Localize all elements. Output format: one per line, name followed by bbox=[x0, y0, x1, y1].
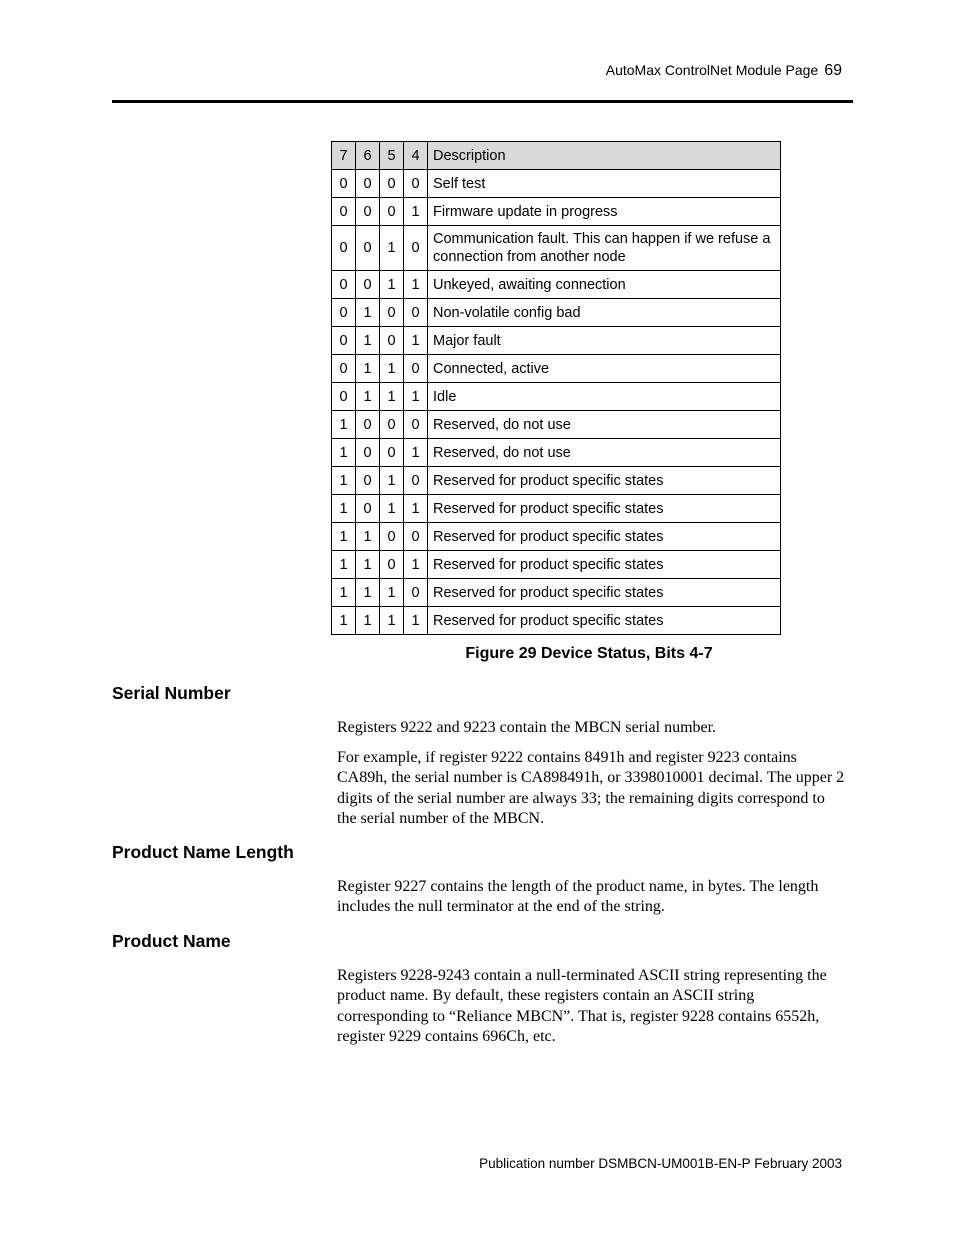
bit-4-cell: 1 bbox=[404, 607, 428, 635]
bit-4-cell: 0 bbox=[404, 411, 428, 439]
bit-6-cell: 0 bbox=[356, 170, 380, 198]
table-row bbox=[332, 383, 781, 411]
bit-4-cell: 1 bbox=[404, 439, 428, 467]
bit-6-cell: 1 bbox=[356, 355, 380, 383]
bit-6-cell: 0 bbox=[356, 467, 380, 495]
bit-7-cell: 1 bbox=[332, 495, 356, 523]
header-title: AutoMax ControlNet Module Page bbox=[605, 62, 819, 78]
bit-7-cell: 0 bbox=[332, 355, 356, 383]
table-row bbox=[332, 411, 781, 439]
device-status-table bbox=[331, 141, 781, 635]
bit-7-cell: 1 bbox=[332, 411, 356, 439]
table-row bbox=[332, 299, 781, 327]
page-number: 69 bbox=[824, 62, 842, 79]
bit-4-cell: 1 bbox=[404, 495, 428, 523]
bit-6-cell: 1 bbox=[356, 579, 380, 607]
bit-7-cell: 0 bbox=[332, 327, 356, 355]
serial-number-paragraph-2: For example, if register 9222 contains 8491h and register 9223 contains CA89h, the serial number is CA898491h, or 3398010001 decimal. The upper 2 digits of the serial number are always 33; the remaining digits correspond to the serial number of the MBCN. bbox=[337, 749, 845, 827]
bit-5-cell: 1 bbox=[380, 607, 404, 635]
bit-6-cell: 0 bbox=[356, 198, 380, 226]
bit-7-cell: 0 bbox=[332, 271, 356, 299]
bit-6-cell: 0 bbox=[356, 411, 380, 439]
bit-5-cell: 1 bbox=[380, 355, 404, 383]
table-row bbox=[332, 439, 781, 467]
bit-6-cell: 1 bbox=[356, 327, 380, 355]
description-cell: Idle bbox=[428, 383, 781, 411]
bit-4-cell: 0 bbox=[404, 170, 428, 198]
description-cell: Reserved, do not use bbox=[428, 411, 781, 439]
bit-5-cell: 1 bbox=[380, 467, 404, 495]
publication-footer: Publication number DSMBCN-UM001B-EN-P February 2003 bbox=[479, 1156, 842, 1171]
bit-5-cell: 1 bbox=[380, 271, 404, 299]
description-cell: Non-volatile config bad bbox=[428, 299, 781, 327]
bit-4-cell: 0 bbox=[404, 579, 428, 607]
heading-product-name-length: Product Name Length bbox=[112, 842, 294, 862]
bit-4-cell: 1 bbox=[404, 383, 428, 411]
bit-4-cell: 0 bbox=[404, 226, 428, 271]
description-cell: Reserved for product specific states bbox=[428, 607, 781, 635]
bit-5-cell: 0 bbox=[380, 170, 404, 198]
description-cell: Firmware update in progress bbox=[428, 198, 781, 226]
header-rule bbox=[112, 100, 853, 103]
bit-5-cell: 0 bbox=[380, 439, 404, 467]
bit-7-cell: 0 bbox=[332, 226, 356, 271]
description-cell: Major fault bbox=[428, 327, 781, 355]
bit-5-cell: 0 bbox=[380, 523, 404, 551]
description-cell: Reserved for product specific states bbox=[428, 523, 781, 551]
bit-7-cell: 0 bbox=[332, 299, 356, 327]
description-cell: Reserved for product specific states bbox=[428, 495, 781, 523]
bit-4-cell: 1 bbox=[404, 327, 428, 355]
description-cell: Communication fault. This can happen if we refuse a connection from another node bbox=[428, 226, 781, 271]
description-cell: Reserved for product specific states bbox=[428, 551, 781, 579]
column-header-bit-5: 5 bbox=[380, 142, 404, 170]
description-cell: Reserved, do not use bbox=[428, 439, 781, 467]
bit-5-cell: 1 bbox=[380, 495, 404, 523]
bit-7-cell: 1 bbox=[332, 439, 356, 467]
table-row bbox=[332, 355, 781, 383]
table-row bbox=[332, 198, 781, 226]
bit-7-cell: 0 bbox=[332, 170, 356, 198]
description-cell: Unkeyed, awaiting connection bbox=[428, 271, 781, 299]
bit-6-cell: 0 bbox=[356, 226, 380, 271]
heading-product-name: Product Name bbox=[112, 931, 231, 951]
bit-4-cell: 0 bbox=[404, 523, 428, 551]
bit-5-cell: 0 bbox=[380, 327, 404, 355]
table-row bbox=[332, 467, 781, 495]
bit-5-cell: 0 bbox=[380, 198, 404, 226]
bit-4-cell: 0 bbox=[404, 467, 428, 495]
bit-7-cell: 1 bbox=[332, 467, 356, 495]
bit-4-cell: 1 bbox=[404, 271, 428, 299]
bit-5-cell: 1 bbox=[380, 383, 404, 411]
table-row bbox=[332, 170, 781, 198]
bit-7-cell: 1 bbox=[332, 523, 356, 551]
bit-5-cell: 0 bbox=[380, 551, 404, 579]
bit-7-cell: 0 bbox=[332, 383, 356, 411]
bit-6-cell: 0 bbox=[356, 439, 380, 467]
bit-6-cell: 1 bbox=[356, 383, 380, 411]
bit-4-cell: 0 bbox=[404, 355, 428, 383]
bit-7-cell: 0 bbox=[332, 198, 356, 226]
bit-4-cell: 1 bbox=[404, 198, 428, 226]
bit-5-cell: 1 bbox=[380, 226, 404, 271]
table-row bbox=[332, 607, 781, 635]
description-cell: Connected, active bbox=[428, 355, 781, 383]
heading-serial-number: Serial Number bbox=[112, 683, 231, 703]
table-row bbox=[332, 579, 781, 607]
bit-7-cell: 1 bbox=[332, 607, 356, 635]
serial-number-paragraph-1: Registers 9222 and 9223 contain the MBCN serial number. bbox=[337, 719, 717, 736]
table-row bbox=[332, 551, 781, 579]
bit-7-cell: 1 bbox=[332, 579, 356, 607]
bit-5-cell: 0 bbox=[380, 299, 404, 327]
description-cell: Reserved for product specific states bbox=[428, 467, 781, 495]
product-name-length-paragraph: Register 9227 contains the length of the product name, in bytes. The length includes the null terminator at the end of the string. bbox=[337, 878, 819, 916]
product-name-paragraph: Registers 9228-9243 contain a null-terminated ASCII string representing the product name. By default, these registers contain an ASCII string corresponding to “Reliance MBCN”. That is, register 9228 contains 6552h, register 9229 contains 696Ch, etc. bbox=[337, 967, 827, 1045]
bit-6-cell: 1 bbox=[356, 607, 380, 635]
table-header-row bbox=[332, 142, 781, 170]
table-row bbox=[332, 327, 781, 355]
bit-4-cell: 0 bbox=[404, 299, 428, 327]
page-header bbox=[606, 62, 842, 80]
table-row bbox=[332, 495, 781, 523]
bit-6-cell: 0 bbox=[356, 271, 380, 299]
bit-6-cell: 0 bbox=[356, 495, 380, 523]
bit-4-cell: 1 bbox=[404, 551, 428, 579]
table-row bbox=[332, 271, 781, 299]
description-cell: Reserved for product specific states bbox=[428, 579, 781, 607]
figure-caption: Figure 29 Device Status, Bits 4-7 bbox=[465, 645, 713, 662]
description-cell: Self test bbox=[428, 170, 781, 198]
table-row bbox=[332, 523, 781, 551]
bit-6-cell: 1 bbox=[356, 299, 380, 327]
bit-5-cell: 1 bbox=[380, 579, 404, 607]
bit-6-cell: 1 bbox=[356, 523, 380, 551]
column-header-bit-7: 7 bbox=[332, 142, 356, 170]
table-row bbox=[332, 226, 781, 271]
column-header-bit-4: 4 bbox=[404, 142, 428, 170]
bit-5-cell: 0 bbox=[380, 411, 404, 439]
bit-6-cell: 1 bbox=[356, 551, 380, 579]
column-header-bit-6: 6 bbox=[356, 142, 380, 170]
column-header-description: Description bbox=[428, 142, 781, 170]
bit-7-cell: 1 bbox=[332, 551, 356, 579]
